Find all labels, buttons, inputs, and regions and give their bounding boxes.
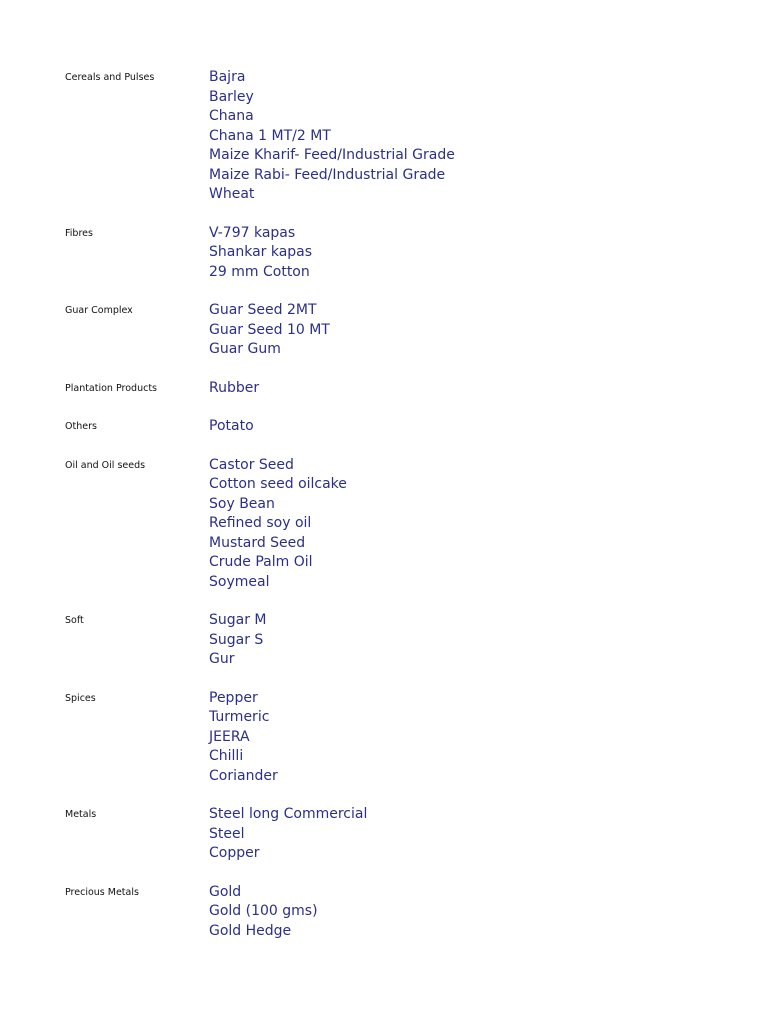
commodity-item: Coriander xyxy=(209,767,278,784)
commodity-item: Gold Hedge xyxy=(209,922,292,939)
commodity-item: Shankar kapas xyxy=(209,244,313,260)
commodity-group xyxy=(0,417,768,437)
commodity-item: Maize Rabi- Feed/Industrial Grade xyxy=(209,166,446,183)
commodity-item: Chana xyxy=(209,108,254,124)
commodity-item: 29 mm Cotton xyxy=(209,263,310,280)
commodity-group xyxy=(0,883,768,942)
commodity-item: Rubber xyxy=(209,379,260,396)
commodity-group xyxy=(0,456,768,593)
commodity-items xyxy=(209,301,330,360)
commodity-items xyxy=(209,417,254,437)
commodity-item: Mustard Seed xyxy=(209,534,306,551)
commodity-group xyxy=(0,611,768,670)
commodity-item: Crude Palm Oil xyxy=(209,554,313,570)
commodity-items xyxy=(209,611,267,670)
commodity-group xyxy=(0,224,768,283)
commodity-item: Sugar M xyxy=(209,612,267,628)
category-label: Soft xyxy=(65,615,84,626)
commodity-item: V-797 kapas xyxy=(209,224,296,241)
commodity-item: Wheat xyxy=(209,186,255,202)
commodity-item: Gold xyxy=(209,883,242,900)
commodity-item: Maize Kharif- Feed/Industrial Grade xyxy=(209,147,455,163)
commodity-items xyxy=(209,224,312,283)
commodity-items xyxy=(209,805,367,864)
commodity-item: Soy Bean xyxy=(209,495,275,512)
commodity-list xyxy=(0,68,768,960)
commodity-item: Refined soy oil xyxy=(209,515,312,531)
commodity-items xyxy=(209,379,259,399)
category-label: Others xyxy=(65,421,97,432)
commodity-item: Turmeric xyxy=(209,709,270,725)
commodity-item: Guar Seed 2MT xyxy=(209,302,317,318)
category-label: Metals xyxy=(65,809,97,820)
commodity-group xyxy=(0,805,768,864)
commodity-item: Steel xyxy=(209,825,245,842)
commodity-item: Copper xyxy=(209,845,260,861)
category-label: Oil and Oil seeds xyxy=(65,459,146,471)
commodity-item: Potato xyxy=(209,418,254,434)
commodity-item: Sugar S xyxy=(209,631,264,648)
category-label: Precious Metals xyxy=(65,886,139,898)
category-label: Fibres xyxy=(65,227,93,239)
commodity-item: Gur xyxy=(209,651,235,667)
commodity-items xyxy=(209,68,455,205)
commodity-item: Gold (100 gms) xyxy=(209,903,318,919)
category-label: Cereals and Pulses xyxy=(65,72,155,83)
commodity-item: Barley xyxy=(209,88,254,105)
commodity-item: Pepper xyxy=(209,689,258,706)
commodity-item: Guar Seed 10 MT xyxy=(209,321,330,338)
commodity-items xyxy=(209,689,278,787)
commodity-item: JEERA xyxy=(209,728,250,745)
commodity-group xyxy=(0,301,768,360)
commodity-group xyxy=(0,689,768,787)
commodity-items xyxy=(209,456,347,593)
category-label: Plantation Products xyxy=(65,382,157,394)
commodity-item: Castor Seed xyxy=(209,456,294,473)
commodity-item: Chilli xyxy=(209,748,244,764)
commodity-item: Guar Gum xyxy=(209,341,281,357)
commodity-item: Steel long Commercial xyxy=(209,806,368,822)
commodity-item: Chana 1 MT/2 MT xyxy=(209,127,331,144)
category-label: Spices xyxy=(65,692,96,704)
category-label: Guar Complex xyxy=(65,305,133,316)
commodity-item: Cotton seed oilcake xyxy=(209,476,347,492)
commodity-item: Bajra xyxy=(209,69,246,85)
commodity-group xyxy=(0,68,768,205)
commodity-items xyxy=(209,883,318,942)
commodity-item: Soymeal xyxy=(209,573,270,590)
commodity-group xyxy=(0,379,768,399)
